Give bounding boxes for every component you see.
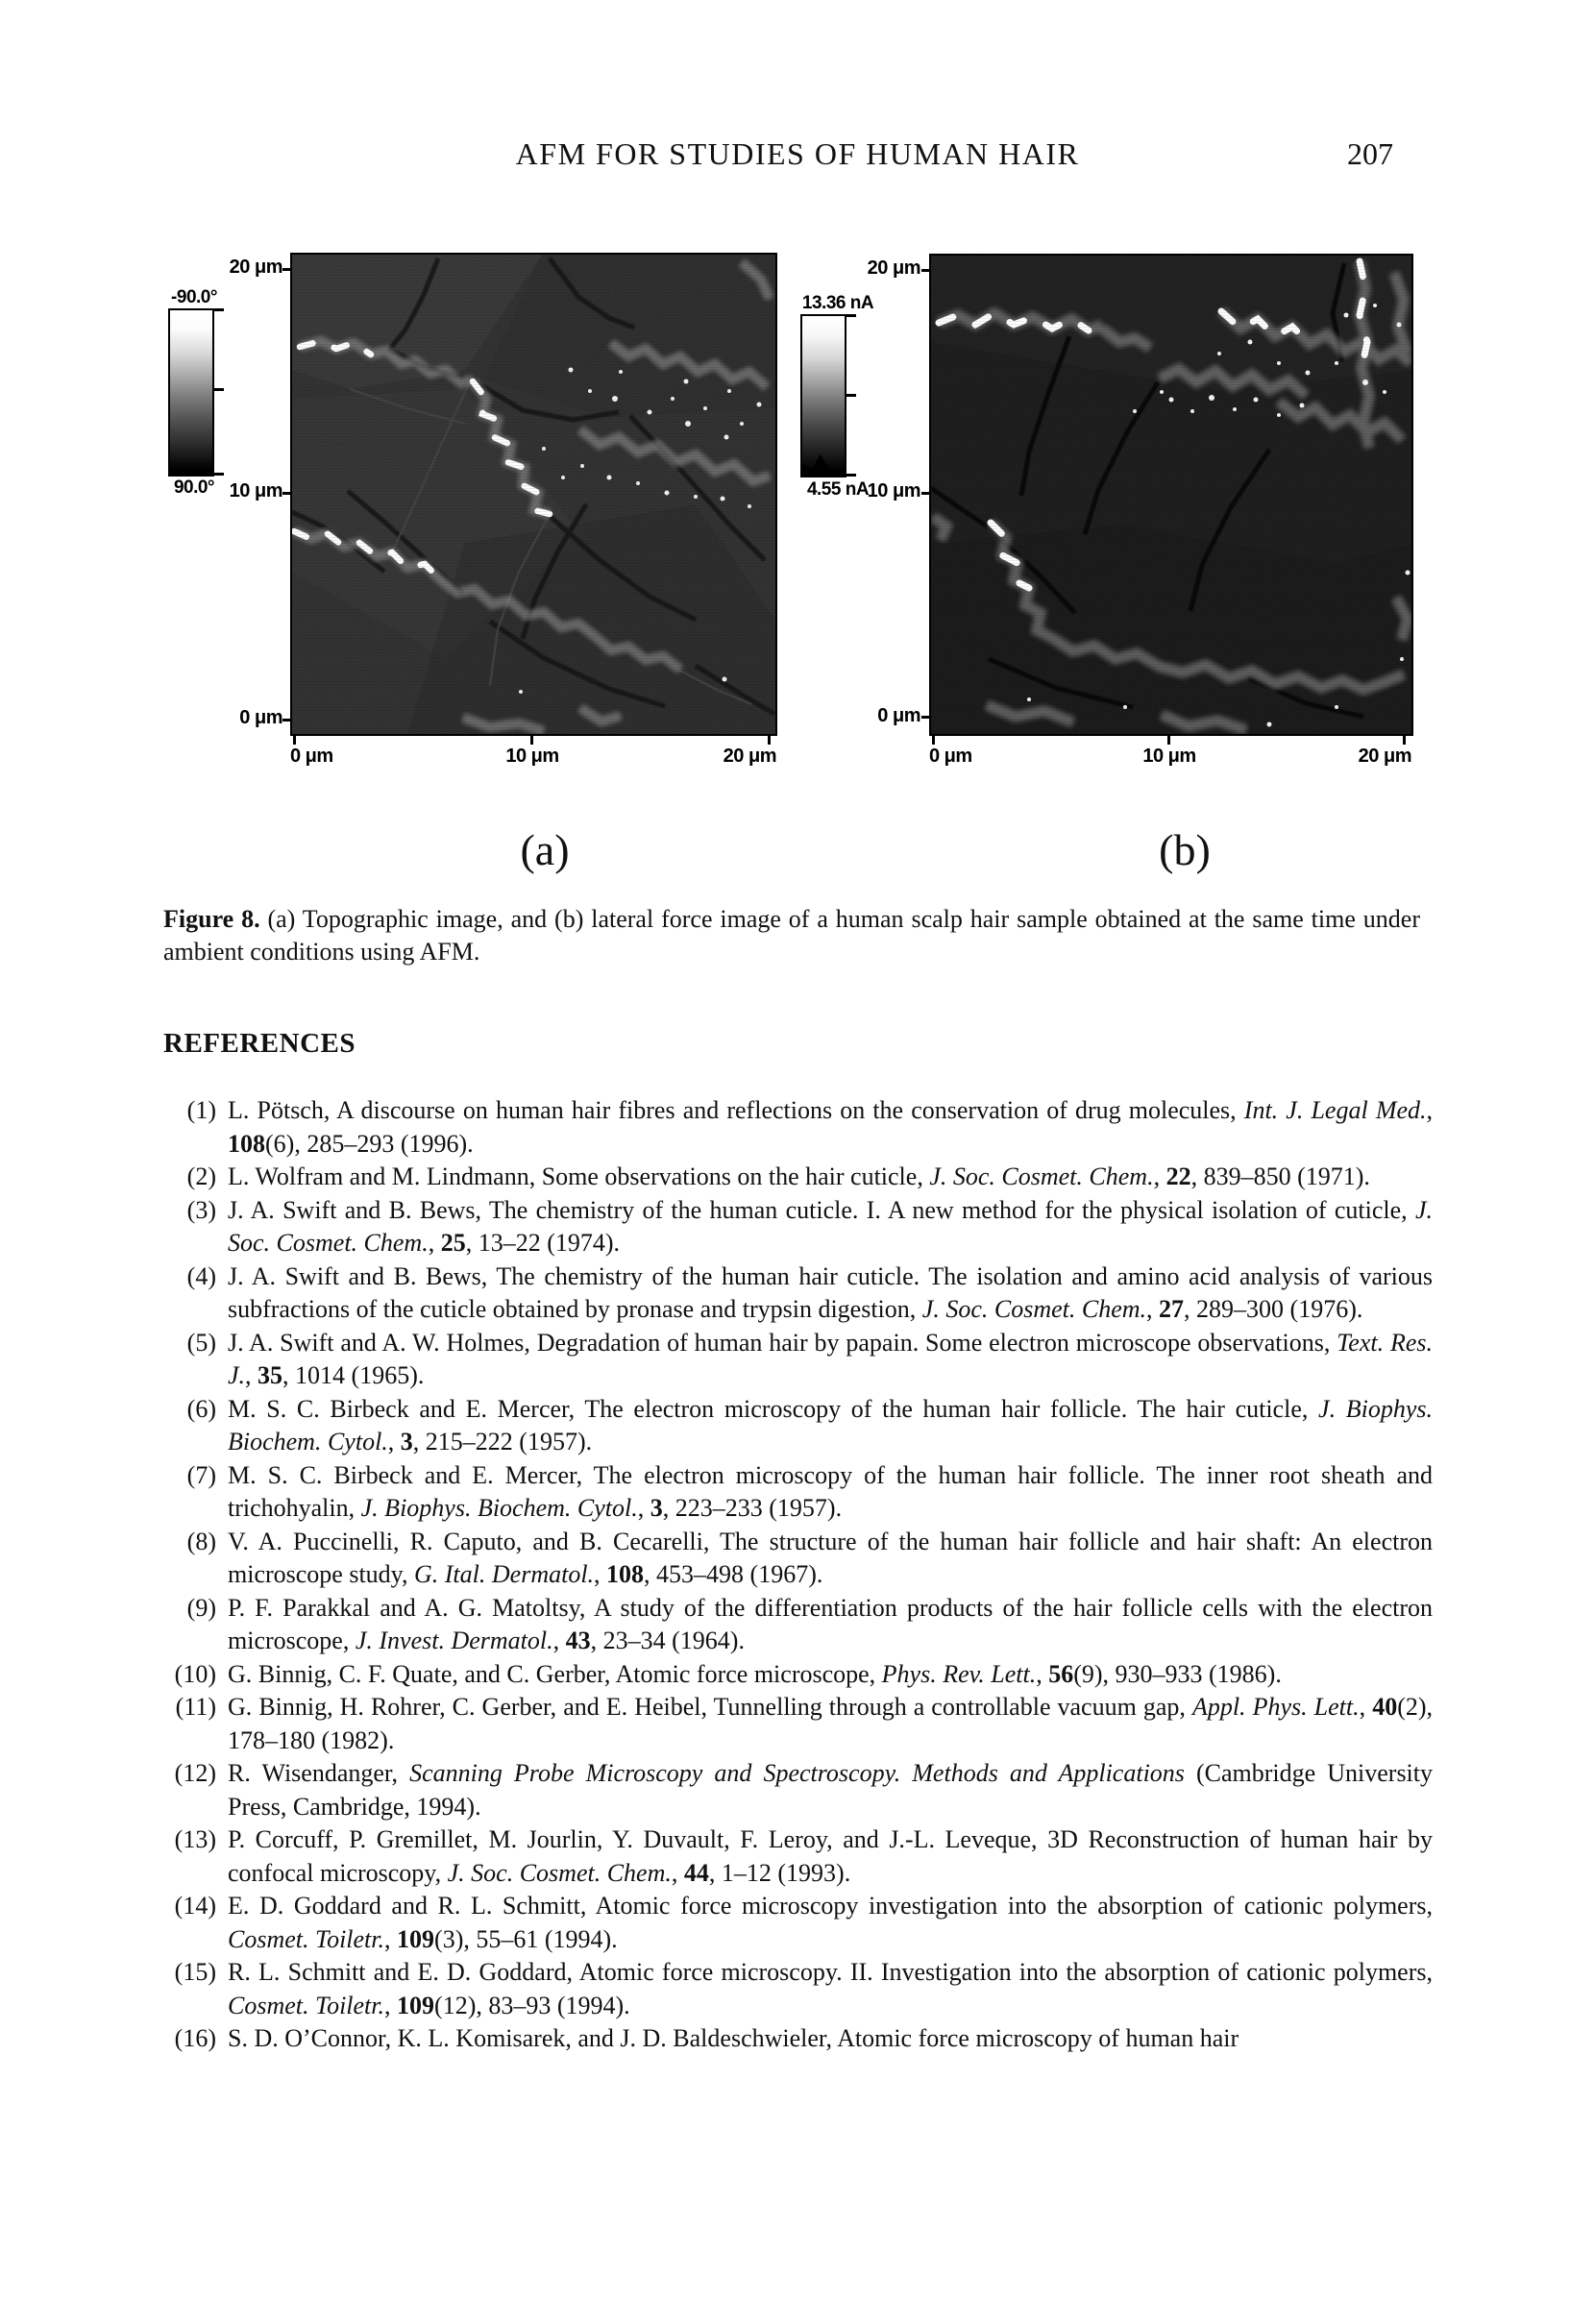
axis-tick bbox=[932, 736, 935, 745]
reference-text-run: J. Biophys. Biochem. Cytol. bbox=[228, 1394, 1434, 1456]
afm-art-b bbox=[931, 256, 1411, 734]
reference-text-run: Phys. Rev. Lett. bbox=[881, 1659, 1037, 1688]
reference-number: (16) bbox=[174, 2024, 216, 2052]
reference-text-run: V. A. Puccinelli, R. Caputo, and B. Cecarelli, The structure of the human hair follicle and hair shaft: An electron microscope study, bbox=[228, 1527, 1433, 1588]
reference-number: (1) bbox=[186, 1096, 216, 1124]
reference-text-run: P. F. Parakkal and A. G. Matoltsy, A study of the differentiation products of the hair follicle cells with the electron microscope, bbox=[228, 1593, 1433, 1654]
reference-number: (9) bbox=[186, 1593, 216, 1622]
reference-text-run: R. Wisendanger, bbox=[228, 1759, 410, 1787]
reference-text-run: J. Soc. Cosmet. Chem. bbox=[447, 1858, 672, 1887]
panel-sublabel-a: (a) bbox=[520, 825, 570, 874]
y-axis-label: 0 μm bbox=[877, 705, 920, 726]
colorbar-b-tick-mid bbox=[846, 394, 856, 397]
reference-text-run: 3 bbox=[650, 1494, 663, 1522]
colorbar-a bbox=[168, 308, 214, 477]
reference-text-run: Cosmet. Toiletr. bbox=[228, 1924, 385, 1953]
reference-text-run: , bbox=[552, 1627, 566, 1654]
reference-text-run: L. Pötsch, A discourse on human hair fibres and reflections on the conservation of drug molecules, bbox=[228, 1096, 1244, 1124]
reference-item bbox=[168, 1658, 1433, 1692]
panel-sublabel-b: (b) bbox=[1159, 825, 1211, 874]
reference-text-run: , 1–12 (1993). bbox=[708, 1858, 851, 1887]
reference-text-run: (2), 178–180 (1982). bbox=[228, 1693, 1434, 1754]
reference-text-run: 3 bbox=[400, 1428, 413, 1456]
reference-text-run: , 839–850 (1971). bbox=[1190, 1162, 1370, 1190]
reference-item bbox=[168, 1691, 1433, 1757]
reference-text-run: J. Biophys. Biochem. Cytol. bbox=[360, 1494, 638, 1522]
axis-tick bbox=[921, 716, 929, 719]
axis-tick bbox=[282, 492, 290, 495]
reference-text-run: 56 bbox=[1048, 1659, 1074, 1688]
afm-image-a bbox=[290, 253, 777, 736]
reference-text-run: J. A. Swift and B. Bews, The chemistry of the human hair cuticle. The isolation and amino acid analysis of various subfractions of the cuticle obtained by pronase and trypsin digestion, bbox=[228, 1261, 1433, 1323]
reference-text-run: , bbox=[637, 1494, 650, 1522]
reference-text-run: Scanning Probe Microscopy and Spectroscopy. Methods and Applications bbox=[409, 1759, 1185, 1787]
reference-text-run: , 223–233 (1957). bbox=[662, 1494, 843, 1522]
y-axis-label: 10 μm bbox=[229, 480, 282, 501]
colorbar-b bbox=[800, 314, 846, 477]
reference-text-run: Int. J. Legal Med. bbox=[1243, 1096, 1427, 1124]
reference-text-run: R. L. Schmitt and E. D. Goddard, Atomic force microscopy. II. Investigation into the absorption of cationic polymers, bbox=[228, 1958, 1433, 1986]
reference-text-run: , 1014 (1965). bbox=[282, 1361, 425, 1389]
reference-item bbox=[168, 1260, 1433, 1327]
axis-tick bbox=[1167, 736, 1170, 745]
y-axis-label: 10 μm bbox=[867, 480, 920, 501]
caption-label: Figure 8. bbox=[163, 905, 260, 933]
reference-text-run: (12), 83–93 (1994). bbox=[434, 1991, 630, 2019]
reference-text-run: , 215–222 (1957). bbox=[412, 1428, 593, 1456]
colorbar-b-top-label: 13.36 nA bbox=[801, 293, 874, 313]
reference-text-run: S. D. O’Connor, K. L. Komisarek, and J. D. Baldeschwieler, Atomic force microscopy of human hair bbox=[228, 2024, 1239, 2052]
x-axis-label: 10 μm bbox=[1142, 746, 1196, 767]
reference-text-run: , bbox=[671, 1858, 684, 1887]
reference-text-run: (9), 930–933 (1986). bbox=[1073, 1659, 1282, 1688]
figure-caption bbox=[163, 903, 1420, 967]
reference-item bbox=[168, 1161, 1433, 1194]
colorbar-a-gradient bbox=[170, 310, 212, 475]
reference-text-run: J. Soc. Cosmet. Chem. bbox=[929, 1162, 1154, 1190]
axis-tick bbox=[921, 269, 929, 272]
reference-text-run: J. Soc. Cosmet. Chem. bbox=[228, 1195, 1433, 1257]
reference-text-run: 27 bbox=[1159, 1295, 1185, 1323]
reference-item bbox=[168, 1592, 1433, 1658]
reference-number: (4) bbox=[186, 1261, 216, 1290]
reference-number: (12) bbox=[174, 1759, 216, 1787]
caption-text: (a) Topographic image, and (b) lateral force image of a human scalp hair sample obtained at the same time under ambient conditions using AFM. bbox=[163, 905, 1420, 966]
reference-text-run: 43 bbox=[565, 1627, 591, 1654]
reference-text-run: (3), 55–61 (1994). bbox=[434, 1924, 618, 1953]
reference-number: (15) bbox=[174, 1958, 216, 1986]
reference-text-run: 108 bbox=[606, 1560, 645, 1588]
afm-image-b bbox=[929, 254, 1413, 736]
reference-text-run: 44 bbox=[683, 1858, 709, 1887]
reference-text-run: , 453–498 (1967). bbox=[644, 1560, 823, 1588]
reference-text-run: , bbox=[384, 1924, 398, 1953]
reference-text-run: , bbox=[1359, 1693, 1373, 1721]
colorbar-a-tick-top bbox=[214, 308, 224, 311]
reference-text-run: G. Binnig, C. F. Quate, and C. Gerber, Atomic force microscope, bbox=[228, 1659, 882, 1688]
reference-item bbox=[168, 1327, 1433, 1393]
reference-text-run: E. D. Goddard and R. L. Schmitt, Atomic force microscopy investigation into the absorption of cationic polymers, bbox=[228, 1892, 1433, 1920]
reference-text-run: M. S. C. Birbeck and E. Mercer, The electron microscopy of the human hair follicle. The inner root sheath and trichohyalin, bbox=[228, 1460, 1433, 1522]
axis-tick bbox=[530, 736, 533, 745]
colorbar-b-tick-top bbox=[846, 314, 856, 317]
x-axis-label: 10 μm bbox=[505, 746, 559, 767]
reference-number: (7) bbox=[186, 1460, 216, 1489]
reference-item bbox=[168, 2022, 1433, 2056]
reference-text-run: , bbox=[428, 1229, 441, 1257]
x-axis-label: 0 μm bbox=[929, 746, 972, 767]
colorbar-a-tick-bottom bbox=[214, 473, 224, 476]
afm-art-a bbox=[292, 255, 775, 734]
reference-item bbox=[168, 1526, 1433, 1592]
reference-text-run: (6), 285–293 (1996). bbox=[265, 1129, 474, 1158]
reference-text-run: , 23–34 (1964). bbox=[590, 1627, 745, 1654]
reference-text-run: Appl. Phys. Lett. bbox=[1191, 1693, 1360, 1721]
reference-text-run: , 289–300 (1976). bbox=[1184, 1295, 1363, 1323]
reference-text-run: M. S. C. Birbeck and E. Mercer, The electron microscopy of the human hair follicle. The hair cuticle, bbox=[228, 1394, 1319, 1423]
reference-text-run: , bbox=[245, 1361, 258, 1389]
reference-text-run: (Cambridge University Press, Cambridge, 1994). bbox=[228, 1759, 1434, 1821]
references-heading: REFERENCES bbox=[163, 1028, 356, 1059]
reference-text-run: J. A. Swift and A. W. Holmes, Degradation of human hair by papain. Some electron microscope observations, bbox=[228, 1328, 1337, 1357]
page-title: AFM FOR STUDIES OF HUMAN HAIR bbox=[515, 136, 1080, 171]
axis-tick bbox=[1403, 736, 1406, 745]
reference-text-run: Cosmet. Toiletr. bbox=[228, 1991, 385, 2019]
reference-text-run: 25 bbox=[440, 1229, 466, 1257]
reference-item bbox=[168, 1094, 1433, 1161]
reference-item bbox=[168, 1393, 1433, 1459]
page-number: 207 bbox=[1347, 136, 1393, 171]
reference-item bbox=[168, 1890, 1433, 1956]
axis-tick bbox=[282, 719, 290, 722]
reference-text-run: 40 bbox=[1372, 1693, 1398, 1721]
reference-text-run: , bbox=[1426, 1096, 1434, 1124]
reference-number: (3) bbox=[186, 1195, 216, 1224]
reference-item bbox=[168, 1459, 1433, 1526]
x-axis-label: 20 μm bbox=[1358, 746, 1411, 767]
reference-item bbox=[168, 1757, 1433, 1823]
reference-text-run: , bbox=[1146, 1295, 1160, 1323]
y-axis-label: 20 μm bbox=[229, 257, 282, 278]
reference-number: (8) bbox=[186, 1527, 216, 1555]
reference-text-run: 22 bbox=[1165, 1162, 1191, 1190]
axis-tick bbox=[282, 268, 290, 271]
references-list bbox=[168, 1094, 1433, 2056]
reference-number: (14) bbox=[174, 1892, 216, 1920]
colorbar-b-tick-bottom bbox=[846, 474, 856, 477]
reference-text-run: P. Corcuff, P. Gremillet, M. Jourlin, Y. Duvault, F. Leroy, and J.-L. Leveque, 3D Reconstruction of human hair by confocal microscopy, bbox=[228, 1825, 1433, 1887]
reference-text-run: 109 bbox=[397, 1924, 435, 1953]
axis-tick bbox=[768, 736, 771, 745]
reference-number: (11) bbox=[175, 1693, 216, 1721]
reference-text-run: L. Wolfram and M. Lindmann, Some observations on the hair cuticle, bbox=[228, 1162, 930, 1190]
reference-text-run: , bbox=[1153, 1162, 1166, 1190]
colorbar-a-top-label: -90.0° bbox=[171, 287, 217, 307]
reference-number: (13) bbox=[174, 1825, 216, 1853]
reference-number: (5) bbox=[186, 1328, 216, 1357]
reference-item bbox=[168, 1823, 1433, 1890]
colorbar-a-tick-mid bbox=[214, 388, 224, 391]
reference-text-run: 109 bbox=[397, 1991, 435, 2019]
reference-text-run: , 13–22 (1974). bbox=[465, 1229, 621, 1257]
reference-text-run: J. Invest. Dermatol. bbox=[355, 1627, 553, 1654]
colorbar-b-gradient bbox=[802, 316, 845, 476]
reference-number: (10) bbox=[174, 1659, 216, 1688]
y-axis-label: 20 μm bbox=[867, 257, 920, 279]
reference-text-run: J. A. Swift and B. Bews, The chemistry of the human cuticle. I. A new method for the physical isolation of cuticle, bbox=[228, 1195, 1415, 1224]
axis-tick bbox=[293, 736, 296, 745]
reference-number: (6) bbox=[186, 1394, 216, 1423]
reference-text-run: G. Ital. Dermatol. bbox=[414, 1560, 595, 1588]
reference-text-run: J. Soc. Cosmet. Chem. bbox=[921, 1295, 1147, 1323]
x-axis-label: 0 μm bbox=[290, 746, 333, 767]
reference-text-run: Text. Res. J. bbox=[228, 1328, 1433, 1389]
reference-text-run: 35 bbox=[258, 1361, 283, 1389]
y-axis-label: 0 μm bbox=[239, 707, 282, 728]
colorbar-a-bottom-label: 90.0° bbox=[173, 477, 215, 498]
reference-number: (2) bbox=[186, 1162, 216, 1190]
x-axis-label: 20 μm bbox=[723, 746, 776, 767]
colorbar-b-bottom-label: 4.55 nA bbox=[806, 479, 870, 500]
reference-item bbox=[168, 1956, 1433, 2022]
reference-text-run: , bbox=[384, 1991, 398, 2019]
reference-text-run: , bbox=[594, 1560, 607, 1588]
reference-text-run: G. Binnig, H. Rohrer, C. Gerber, and E. Heibel, Tunnelling through a controllable vacuum gap, bbox=[228, 1693, 1192, 1721]
reference-text-run: , bbox=[387, 1428, 401, 1456]
axis-tick bbox=[921, 492, 929, 495]
reference-item bbox=[168, 1194, 1433, 1260]
reference-text-run: , bbox=[1036, 1659, 1049, 1688]
reference-text-run: 108 bbox=[228, 1129, 265, 1158]
